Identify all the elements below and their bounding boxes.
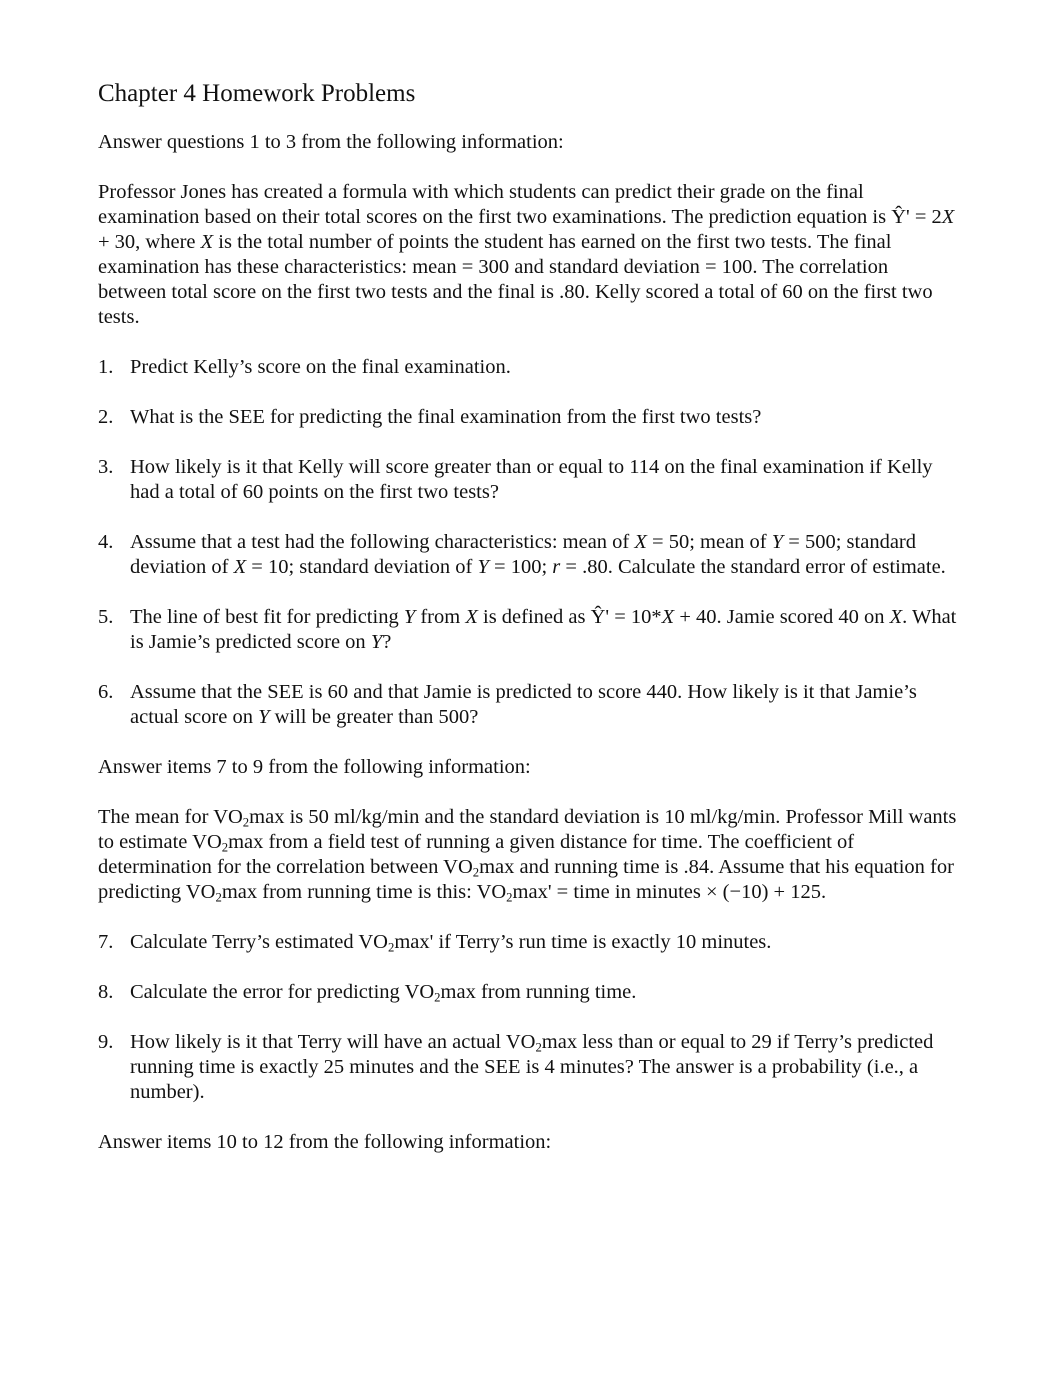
question-3: 3. How likely is it that Kelly will score greater than or equal to 114 on the final examination if Kelly had a total of 60 points on the first two tests?	[98, 456, 933, 503]
question-5: 5. The line of best fit for predicting Y from X is defined as Ŷ' = 10*X + 40. Jamie scored 40 on X. What is Jamie’s predicted score on Y?	[98, 606, 957, 653]
page-title: Chapter 4 Homework Problems	[98, 80, 416, 107]
intro-questions-1-3: Answer questions 1 to 3 from the following information:	[98, 131, 564, 153]
intro-items-10-12: Answer items 10 to 12 from the following information:	[98, 1131, 552, 1153]
question-6: 6. Assume that the SEE is 60 and that Jamie is predicted to score 440. How likely is it that Jamie’s actual score on Y will be greater than 500?	[98, 681, 917, 728]
question-1: 1. Predict Kelly’s score on the final examination.	[98, 356, 511, 378]
scenario-professor-jones: Professor Jones has created a formula with which students can predict their grade on the final examination based on their total scores on the first two examinations. The prediction equation is Ŷ' = 2X + 30, where X is the total number of points the student has earned on the first two tests. The final examination has these characteristics: mean = 300 and standard deviation = 100. The correlation between total score on the first two tests and the final is .80. Kelly scored a total of 60 on the first two tests.	[98, 181, 955, 328]
scenario-professor-mill: The mean for $VO_2\max$ is 50 ml/kg/min and the standard deviation is 10 ml/kg/min. Professor Mill wants to estimate $VO_2\max$ from a field test of running a given distance for time. The coefficient of determination for the correlation between $VO_2\max$ and running time is .84. Assume that his equation for predicting $VO_2\max$ from running time is this: $VO_2\max'$ = time in minutes × (−10) + 125.	[98, 806, 957, 905]
question-2: 2. What is the SEE for predicting the final examination from the first two tests?	[98, 406, 762, 428]
question-4: 4. Assume that a test had the following characteristics: mean of X = 50; mean of Y = 500; standard deviation of X = 10; standard deviation of Y = 100; r = .80. Calculate the standard error of estimate.	[98, 531, 946, 578]
intro-items-7-9: Answer items 7 to 9 from the following information:	[98, 756, 531, 778]
question-list-7-9	[98, 930, 959, 1105]
question-list-1-6	[98, 355, 959, 730]
question-7: 7. Calculate Terry’s estimated $VO_2\max'$ if Terry’s run time is exactly 10 minutes.	[98, 931, 772, 955]
question-9: 9. How likely is it that Terry will have an actual $VO_2\max$ less than or equal to 29 if Terry’s predicted running time is exactly 25 minutes and the SEE is 4 minutes? The answer is a probability (i.e., a number).	[98, 1031, 934, 1103]
question-8: 8. Calculate the error for predicting $VO_2\max$ from running time.	[98, 981, 637, 1005]
